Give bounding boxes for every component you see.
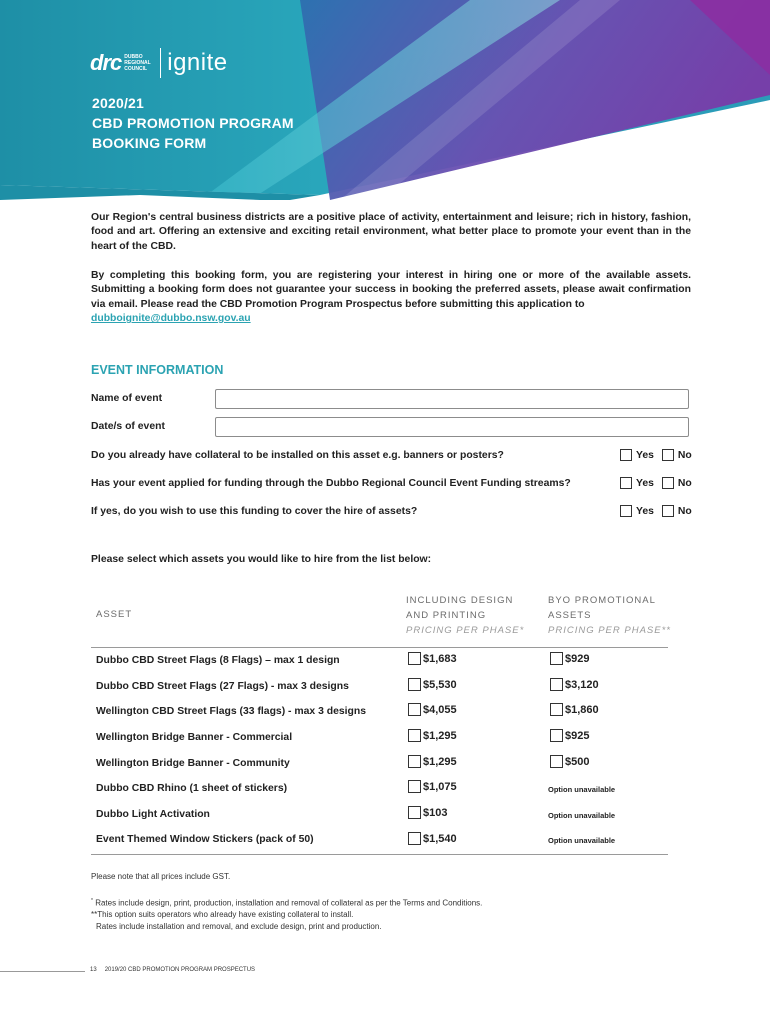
- no-label: No: [677, 505, 692, 517]
- design-price-option: [408, 806, 447, 819]
- design-checkbox[interactable]: [408, 755, 421, 768]
- byo-price: $925: [565, 729, 590, 742]
- design-checkbox[interactable]: [408, 780, 421, 793]
- byo-price-option: [550, 678, 599, 691]
- byo-unavailable: Option unavailable: [548, 811, 616, 820]
- design-checkbox[interactable]: [408, 729, 421, 742]
- byo-price: $929: [565, 652, 590, 665]
- design-price: $1,295: [423, 729, 457, 742]
- design-price-option: [408, 729, 457, 742]
- design-price-option: [408, 780, 457, 793]
- byo-header-line: ASSETS: [548, 610, 592, 621]
- byo-price-option: [550, 729, 589, 742]
- design-price-option: [408, 703, 457, 716]
- byo-price-option: [550, 703, 599, 716]
- byo-price-option: [550, 755, 589, 768]
- collateral-question: Do you already have collateral to be installed on this asset e.g. banners or posters?: [91, 450, 504, 461]
- event-name-label: Name of event: [91, 393, 163, 404]
- title-line: 2020/21: [92, 95, 145, 111]
- asset-name: Dubbo CBD Rhino (1 sheet of stickers): [96, 783, 288, 794]
- design-price-option: [408, 755, 457, 768]
- byo-price-option: [550, 652, 589, 665]
- title-line: BOOKING FORM: [92, 135, 207, 151]
- yes-label: Yes: [636, 449, 654, 461]
- assets-prompt: Please select which assets you would like to hire from the list below:: [91, 554, 432, 565]
- event-name-input[interactable]: [215, 389, 689, 409]
- title-line: CBD PROMOTION PROGRAM: [92, 115, 294, 131]
- byo-footnote-line: **This option suits operators who already have existing collateral to install.: [91, 910, 354, 919]
- asset-name: Dubbo CBD Street Flags (27 Flags) - max 3 designs: [96, 681, 349, 692]
- contact-email-link[interactable]: dubboignite@dubbo.nsw.gov.au: [91, 313, 251, 325]
- intro-paragraph-1: Our Region's central business districts are a positive place of activity, entertainment and leisure; rich in history, fashion, food and art. Offering an extensive and exciting retail environment, what better place to promote your event than in the heart of the CBD.: [91, 212, 691, 252]
- byo-footnote-line: Rates include installation and removal, and exclude design, print and production.: [96, 922, 382, 931]
- design-checkbox[interactable]: [408, 678, 421, 691]
- design-checkbox[interactable]: [408, 652, 421, 665]
- design-price-option: [408, 678, 457, 691]
- design-header-line: AND PRINTING: [406, 610, 487, 621]
- event-dates-input[interactable]: [215, 417, 689, 437]
- no-label: No: [677, 477, 692, 489]
- design-checkbox[interactable]: [408, 832, 421, 845]
- logo-org-name: DUBBO REGIONAL COUNCIL: [124, 54, 151, 72]
- yes-label: Yes: [636, 505, 654, 517]
- design-price: $1,540: [423, 832, 457, 845]
- collateral-yes-checkbox[interactable]: [620, 449, 632, 461]
- design-price: $103: [423, 806, 448, 819]
- collateral-no-checkbox[interactable]: [662, 449, 674, 461]
- asset-name: Event Themed Window Stickers (pack of 50): [96, 834, 314, 845]
- asset-name: Wellington CBD Street Flags (33 flags) - max 3 designs: [96, 706, 367, 717]
- use-funding-no-checkbox[interactable]: [662, 505, 674, 517]
- logo-separator: [160, 48, 161, 78]
- byo-checkbox[interactable]: [550, 703, 563, 716]
- event-information-heading: EVENT INFORMATION: [91, 363, 224, 377]
- byo-header-sub: PRICING PER PHASE**: [548, 625, 671, 636]
- funding-yes-no: [620, 477, 692, 489]
- design-footnote-text: Rates include design, print, production, installation and removal of collateral as per the Terms and Conditions.: [95, 898, 483, 908]
- collateral-yes-no: [620, 449, 692, 461]
- event-dates-label: Date/s of event: [91, 421, 165, 432]
- asset-name: Wellington Bridge Banner - Commercial: [96, 732, 293, 743]
- byo-footnote: [91, 909, 382, 933]
- use-funding-yes-no: [620, 505, 692, 517]
- design-footnote: * Rates include design, print, production, installation and removal of collateral as per the Terms and Conditions.: [91, 898, 483, 908]
- asset-column-header: ASSET: [96, 609, 133, 620]
- byo-unavailable: Option unavailable: [548, 836, 616, 845]
- funding-no-checkbox[interactable]: [662, 477, 674, 489]
- funding-question: Has your event applied for funding through the Dubbo Regional Council Event Funding streams?: [91, 478, 571, 489]
- page-title: [92, 93, 294, 153]
- design-price: $1,075: [423, 780, 457, 793]
- table-bottom-line: [91, 854, 668, 855]
- byo-checkbox[interactable]: [550, 729, 563, 742]
- byo-unavailable: Option unavailable: [548, 785, 616, 794]
- design-price: $1,683: [423, 652, 457, 665]
- asset-name: Wellington Bridge Banner - Community: [96, 758, 290, 769]
- design-checkbox[interactable]: [408, 806, 421, 819]
- use-funding-yes-checkbox[interactable]: [620, 505, 632, 517]
- funding-yes-checkbox[interactable]: [620, 477, 632, 489]
- byo-price: $3,120: [565, 678, 599, 691]
- ignite-brand: ignite: [167, 49, 228, 76]
- byo-header-line: BYO PROMOTIONAL: [548, 595, 656, 606]
- council-logo: [90, 46, 228, 80]
- design-price-option: [408, 832, 457, 845]
- byo-price: $1,860: [565, 703, 599, 716]
- design-price: $5,530: [423, 678, 457, 691]
- gst-note: Please note that all prices include GST.: [91, 872, 231, 881]
- design-header-line: INCLUDING DESIGN: [406, 595, 514, 606]
- asset-name: Dubbo Light Activation: [96, 809, 210, 820]
- byo-checkbox[interactable]: [550, 678, 563, 691]
- intro-text: By completing this booking form, you are registering your interest in hiring one or more of the available assets. Submitting a booking form does not guarantee your success in booking the preferred assets, please await confirmation via email. Please read the CBD Promotion Program Prospectus before submitting this application to: [91, 270, 691, 310]
- intro-paragraph-2: [91, 269, 691, 327]
- byo-column-header: [548, 593, 671, 638]
- page-number: 13: [90, 967, 97, 973]
- byo-price: $500: [565, 755, 590, 768]
- design-price: $1,295: [423, 755, 457, 768]
- footer-rule: [0, 971, 85, 972]
- no-label: No: [677, 449, 692, 461]
- use-funding-question: If yes, do you wish to use this funding to cover the hire of assets?: [91, 506, 418, 517]
- design-checkbox[interactable]: [408, 703, 421, 716]
- byo-checkbox[interactable]: [550, 652, 563, 665]
- yes-label: Yes: [636, 477, 654, 489]
- design-column-header: [406, 593, 524, 638]
- page-footer: [90, 967, 255, 973]
- design-price-option: [408, 652, 457, 665]
- logo-mark: drc: [90, 50, 122, 75]
- footer-text: 2019/20 CBD PROMOTION PROGRAM PROSPECTUS: [104, 967, 256, 973]
- byo-checkbox[interactable]: [550, 755, 563, 768]
- table-top-line: [91, 647, 668, 648]
- design-header-sub: PRICING PER PHASE*: [406, 625, 525, 636]
- design-price: $4,055: [423, 703, 457, 716]
- asset-name: Dubbo CBD Street Flags (8 Flags) – max 1 design: [96, 655, 340, 666]
